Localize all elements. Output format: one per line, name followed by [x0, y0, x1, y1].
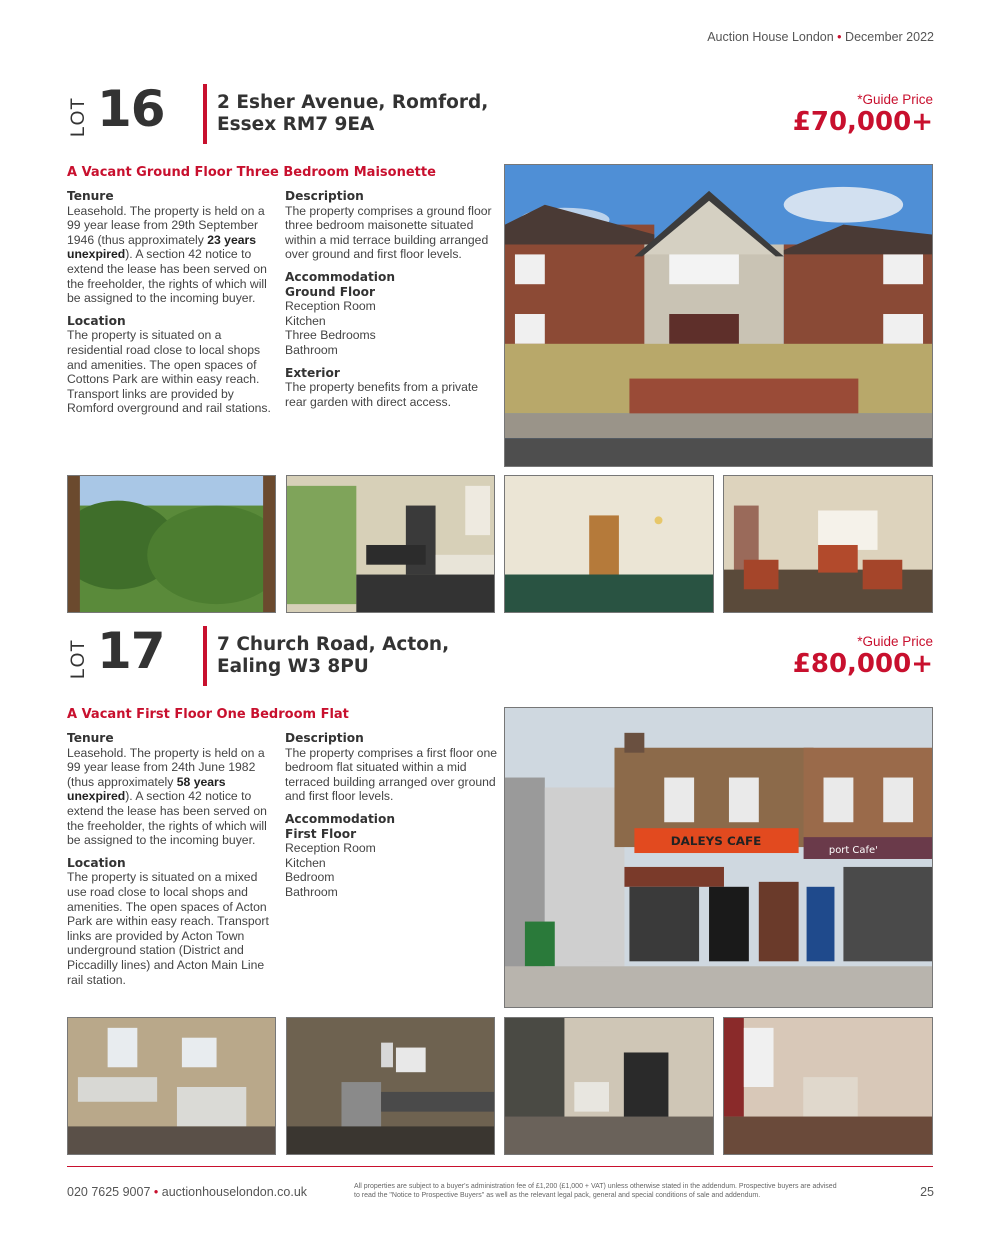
- room-item: Kitchen: [285, 313, 326, 328]
- issue-date: December 2022: [845, 30, 934, 44]
- accommodation-heading: Accommodation: [285, 811, 396, 826]
- room-item: Bedroom: [285, 870, 335, 885]
- publisher-name: Auction House London: [707, 30, 834, 44]
- header-separator: •: [837, 30, 842, 44]
- description-text: The property comprises a ground floor three bedroom maisonette situated within a mid terrace building arranged over ground and first floor levels.: [285, 203, 492, 262]
- footer-phone[interactable]: 020 7625 9007: [67, 1185, 151, 1199]
- accommodation-heading: Accommodation: [285, 269, 396, 284]
- lot-16-room-photo: [504, 475, 714, 613]
- room-item: Bathroom: [285, 884, 338, 899]
- lot-16-kitchen-photo: [286, 475, 495, 613]
- lot-details-left: [67, 189, 279, 416]
- description-heading: Description: [285, 189, 364, 203]
- lot-17-kitchen-photo: [286, 1017, 495, 1155]
- lot-subtitle: A Vacant Ground Floor Three Bedroom Maisonette: [67, 165, 436, 180]
- lot-17-main-photo: [504, 707, 933, 1008]
- address-line-2: Ealing W3 8PU: [217, 656, 369, 677]
- room-item: Reception Room: [285, 841, 376, 856]
- room-item: Bathroom: [285, 342, 338, 357]
- room-item: Reception Room: [285, 299, 376, 314]
- lot-number: 17: [97, 622, 165, 680]
- shop-sign-2-text: port Cafe': [828, 845, 878, 857]
- floor-heading: Ground Floor: [285, 284, 375, 299]
- footer-divider: [67, 1166, 933, 1167]
- lot-16-garden-photo: [67, 475, 276, 613]
- lot-16-lounge-photo: [723, 475, 933, 613]
- page-header: [707, 30, 934, 44]
- shop-sign-text: DALEYS CAFE: [670, 834, 762, 849]
- floor-heading: First Floor: [285, 826, 357, 841]
- lot-address: [217, 92, 488, 136]
- lot-details-right: [285, 189, 497, 409]
- address-line-2: Essex RM7 9EA: [217, 114, 375, 135]
- footer-disclaimer: All properties are subject to a buyer's administration fee of £1,200 (£1,000 + VAT) unless otherwise stated in the addendum. Prospective buyers are advised to read the "Notice to Prospective Buyers" as well as the relevant legal pack, general and special conditions of sale and addendum.: [354, 1183, 837, 1199]
- lot-address: [217, 634, 449, 678]
- guide-price-value: £80,000+: [792, 649, 933, 679]
- tenure-heading: Tenure: [67, 189, 114, 203]
- room-item: Kitchen: [285, 855, 326, 870]
- guide-price-block: [793, 634, 933, 679]
- footer-website-link[interactable]: auctionhouselondon.co.uk: [161, 1185, 308, 1199]
- tenure-text: Leasehold. The property is held on a 99 year lease from 24th June 1982 (thus approximately 58 years unexpired). A section 42 notice to extend the lease has been served on the freeholder, the rights of which will be assigned to the incoming buyer.: [67, 745, 267, 848]
- lot-details-left: [67, 731, 279, 987]
- guide-price-label: *Guide Price: [857, 92, 933, 107]
- lot-17-bathroom-photo: [67, 1017, 276, 1155]
- lot-subtitle: A Vacant First Floor One Bedroom Flat: [67, 707, 349, 722]
- lot-number: 16: [97, 80, 165, 138]
- lot-17-bedroom-photo: [723, 1017, 933, 1155]
- lot-details-right: [285, 731, 497, 900]
- red-divider-bar: [203, 626, 207, 686]
- page-number: 25: [920, 1185, 934, 1199]
- footer-contact: [67, 1185, 307, 1199]
- address-line-1: 7 Church Road, Acton,: [217, 634, 450, 655]
- description-heading: Description: [285, 731, 364, 745]
- lot-label: LOT: [67, 639, 89, 679]
- location-heading: Location: [67, 855, 126, 870]
- footer-separator: •: [153, 1185, 159, 1199]
- guide-price-label: *Guide Price: [857, 634, 933, 649]
- guide-price-block: [793, 92, 933, 137]
- room-item: Three Bedrooms: [285, 328, 376, 343]
- guide-price-value: £70,000+: [792, 107, 933, 137]
- exterior-text: The property benefits from a private rear garden with direct access.: [285, 380, 479, 409]
- location-text: The property is situated on a residential road close to local shops and amenities. The open spaces of Cottons Park are within easy reach. Transport links are provided by Romford overground and rail stations.: [67, 328, 271, 416]
- address-line-1: 2 Esher Avenue, Romford,: [217, 92, 489, 113]
- description-text: The property comprises a first floor one bedroom flat situated within a mid terraced building arranged over ground and first floor levels.: [285, 745, 498, 804]
- lot-label: LOT: [67, 97, 89, 137]
- lot-17-room-photo: [504, 1017, 714, 1155]
- location-heading: Location: [67, 313, 126, 328]
- tenure-text: Leasehold. The property is held on a 99 year lease from 29th September 1946 (thus approximately 23 years unexpired). A section 42 notice to extend the lease has been served on the freeholder, the rights of which will be assigned to the incoming buyer.: [67, 203, 267, 306]
- location-text: The property is situated on a mixed use road close to local shops and amenities. The open spaces of Acton Park are within easy reach. Transport links are provided by Acton Town underground station (District and Piccadilly lines) and Acton Main Line rail station.: [67, 870, 269, 987]
- tenure-heading: Tenure: [67, 731, 114, 745]
- lot-16-main-photo: [504, 164, 933, 467]
- exterior-heading: Exterior: [285, 365, 340, 380]
- red-divider-bar: [203, 84, 207, 144]
